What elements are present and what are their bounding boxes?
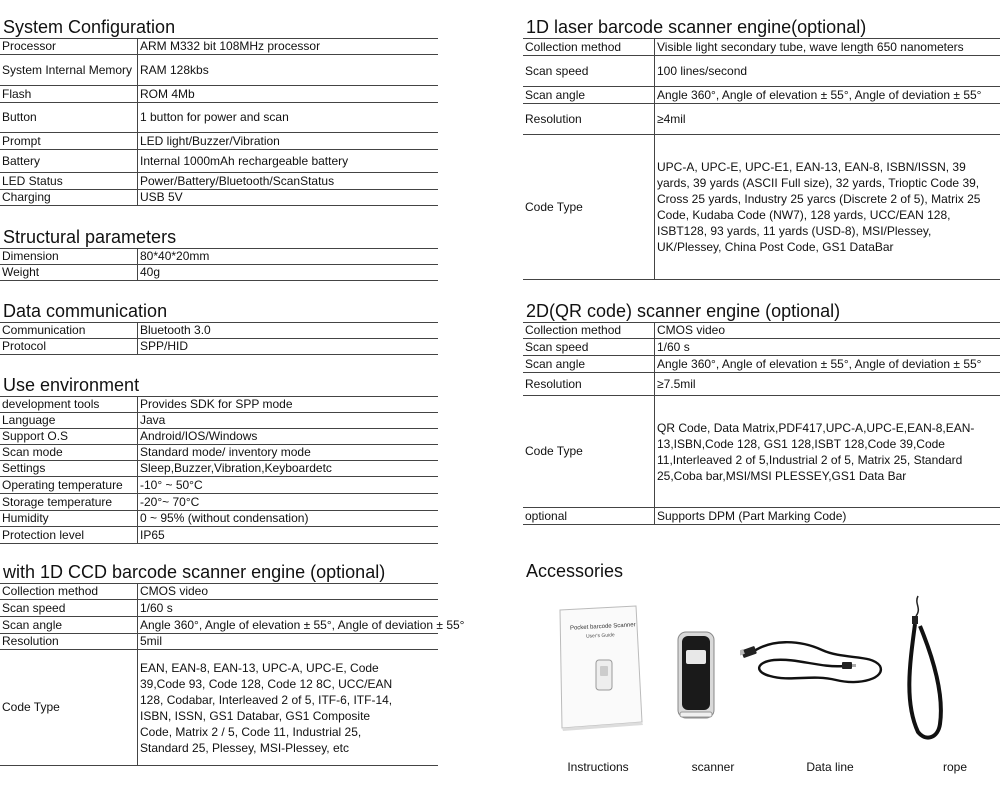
spec-value: ROM 4Mb (138, 86, 439, 103)
structural-parameters-section (0, 226, 438, 281)
spec-value: Visible light secondary tube, wave length 650 nanometers (655, 39, 1000, 56)
spec-value: Sleep,Buzzer,Vibration,Keyboardetc (138, 461, 439, 477)
spec-key: Scan angle (0, 617, 138, 634)
spec-key: Scan angle (523, 356, 655, 373)
spec-key: development tools (0, 397, 138, 413)
spec-key: Humidity (0, 511, 138, 527)
spec-value: ≥7.5mil (655, 373, 1000, 396)
table-row (523, 39, 1000, 56)
table-row (0, 527, 438, 544)
spec-key: Collection method (523, 323, 655, 339)
table-row (0, 339, 438, 355)
spec-key: Charging (0, 190, 138, 206)
table-row (0, 584, 438, 600)
table-row (0, 265, 438, 281)
rope-image (900, 592, 960, 742)
spec-value: Angle 360°, Angle of elevation ± 55°, Angle of deviation ± 55° (655, 356, 1000, 373)
spec-key: Code Type (523, 135, 655, 280)
ccd-engine-section (0, 561, 465, 766)
table-row (0, 634, 438, 650)
spec-key: Operating temperature (0, 477, 138, 494)
spec-key: Weight (0, 265, 138, 281)
spec-value: LED light/Buzzer/Vibration (138, 133, 439, 150)
spec-key: Protection level (0, 527, 138, 544)
spec-value: IP65 (138, 527, 439, 544)
data-cable-image (740, 632, 890, 696)
spec-key: Scan speed (523, 339, 655, 356)
accessories-section (523, 560, 1000, 582)
spec-key: Button (0, 103, 138, 133)
section-title: Structural parameters (3, 227, 177, 247)
table-row (0, 103, 438, 133)
spec-value: 1/60 s (138, 600, 439, 617)
table-row (0, 413, 438, 429)
spec-value: ARM M332 bit 108MHz processor (138, 39, 439, 55)
table-row (0, 86, 438, 103)
table-row (0, 173, 438, 190)
table-row (0, 190, 438, 206)
table-row (0, 461, 438, 477)
spec-value: Standard mode/ inventory mode (138, 445, 439, 461)
table-row (0, 397, 438, 413)
spec-value: 1 button for power and scan (138, 103, 439, 133)
spec-key: Scan angle (523, 87, 655, 104)
spec-value: Android/IOS/Windows (138, 429, 439, 445)
section-title: with 1D CCD barcode scanner engine (optional) (3, 562, 386, 582)
accessory-label-scanner: scanner (691, 760, 735, 774)
spec-key: Flash (0, 86, 138, 103)
section-title: Use environment (3, 375, 140, 395)
spec-value: ≥4mil (655, 104, 1000, 135)
table-row (523, 135, 1000, 280)
table-row (0, 429, 438, 445)
table-row (0, 477, 438, 494)
spec-value: 5mil (138, 634, 439, 650)
data-communication-section (0, 300, 438, 355)
accessory-label-rope: rope (942, 760, 968, 774)
spec-key: Language (0, 413, 138, 429)
spec-value: SPP/HID (138, 339, 439, 355)
qr-engine-section (523, 300, 1000, 525)
table-row (0, 445, 438, 461)
spec-value: Power/Battery/Bluetooth/ScanStatus (138, 173, 439, 190)
spec-key: System Internal Memory (0, 55, 138, 86)
table-row (0, 323, 438, 339)
table-row (0, 150, 438, 173)
table-row (523, 373, 1000, 396)
spec-value: CMOS video (138, 584, 439, 600)
table-row (0, 133, 438, 150)
spec-value: 100 lines/second (655, 56, 1000, 87)
spec-key: Resolution (523, 104, 655, 135)
table-row (0, 494, 438, 511)
spec-value: -10° ~ 50°C (138, 477, 439, 494)
section-title: System Configuration (3, 17, 176, 37)
booklet-title: Pocket barcode Scanner (569, 622, 636, 632)
spec-key: Collection method (523, 39, 655, 56)
spec-key: Scan mode (0, 445, 138, 461)
spec-value: Bluetooth 3.0 (138, 323, 439, 339)
section-title: 1D laser barcode scanner engine(optional) (526, 17, 867, 37)
spec-value: USB 5V (138, 190, 439, 206)
spec-key: Storage temperature (0, 494, 138, 511)
spec-table (0, 583, 465, 766)
system-configuration-section (0, 16, 438, 206)
spec-key: Prompt (0, 133, 138, 150)
spec-table (0, 248, 438, 281)
spec-value: Angle 360°, Angle of elevation ± 55°, Angle of deviation ± 55° (138, 617, 439, 634)
spec-key: LED Status (0, 173, 138, 190)
spec-value: Supports DPM (Part Marking Code) (655, 508, 1000, 525)
spec-value: EAN, EAN-8, EAN-13, UPC-A, UPC-E, Code 39,Code 93, Code 128, Code 12 8C, UCC/EAN 128, Codabar, Interleaved 2 of 5, ITF-6, ITF-14, ISBN, ISSN, GS1 Databar, GS1 Composite Code, Matrix 2 / 5, Code 11, Industrial 25, Standard 25, Plessey, MSI-Plessey, etc (138, 650, 439, 766)
table-row (0, 511, 438, 527)
table-row (0, 650, 438, 766)
table-row (0, 55, 438, 86)
laser-engine-section (523, 16, 1000, 280)
table-row (523, 87, 1000, 104)
table-row (523, 339, 1000, 356)
spec-key: Communication (0, 323, 138, 339)
accessory-label-instructions: Instructions (567, 760, 629, 774)
spec-value: 0 ~ 95% (without condensation) (138, 511, 439, 527)
table-row (523, 396, 1000, 508)
spec-table (0, 396, 438, 544)
instructions-booklet-image (548, 602, 648, 732)
spec-value: -20°~ 70°C (138, 494, 439, 511)
section-title: Data communication (3, 301, 168, 321)
spec-value: Angle 360°, Angle of elevation ± 55°, Angle of deviation ± 55° (655, 87, 1000, 104)
spec-key: Dimension (0, 249, 138, 265)
spec-key: Scan speed (523, 56, 655, 87)
spec-key: Code Type (523, 396, 655, 508)
spec-value: UPC-A, UPC-E, UPC-E1, EAN-13, EAN-8, ISBN/ISSN, 39 yards, 39 yards (ASCII Full size), 32 yards, Trioptic Code 39, Cross 25 yards, Industry 25 yarcs (Discrete 2 of 5), Matrix 25 Code, Kudaba Code (NW7), 128 yards, UCC/EAN 128, ISBT128, 93 yards, 11 yards (USD-8), MSI/Plessey, UK/Plessey, China Post Code, GS1 DataBar (655, 135, 1000, 280)
spec-key: Code Type (0, 650, 138, 766)
spec-table (0, 38, 438, 206)
use-environment-section (0, 374, 438, 544)
spec-value: CMOS video (655, 323, 1000, 339)
scanner-image (668, 628, 724, 724)
table-row (523, 104, 1000, 135)
table-row (523, 56, 1000, 87)
spec-key: Processor (0, 39, 138, 55)
spec-table (523, 322, 1000, 525)
spec-value: Java (138, 413, 439, 429)
spec-key: Resolution (0, 634, 138, 650)
spec-key: Collection method (0, 584, 138, 600)
table-row (0, 249, 438, 265)
spec-key: Settings (0, 461, 138, 477)
booklet-subtitle: User's Guide (585, 632, 615, 640)
table-row (0, 617, 438, 634)
table-row (523, 323, 1000, 339)
table-row (0, 600, 438, 617)
accessory-label-data-line: Data line (806, 760, 854, 774)
section-title: Accessories (526, 561, 624, 581)
spec-table (0, 322, 438, 355)
spec-value: Internal 1000mAh rechargeable battery (138, 150, 439, 173)
table-row (0, 39, 438, 55)
table-row (523, 356, 1000, 373)
spec-key: Resolution (523, 373, 655, 396)
spec-key: optional (523, 508, 655, 525)
table-row (523, 508, 1000, 525)
spec-value: 1/60 s (655, 339, 1000, 356)
spec-value: 80*40*20mm (138, 249, 439, 265)
spec-value: QR Code, Data Matrix,PDF417,UPC-A,UPC-E,EAN-8,EAN-13,ISBN,Code 128, GS1 128,ISBT 128,Code 39,Code 11,Interleaved 2 of 5,Industrial 2 of 5, Matrix 25, Standard 25,Coba bar,MSI/MSI PLESSEY,GS1 Data Bar (655, 396, 1000, 508)
spec-key: Battery (0, 150, 138, 173)
spec-value: Provides SDK for SPP mode (138, 397, 439, 413)
section-title: 2D(QR code) scanner engine (optional) (526, 301, 841, 321)
spec-key: Support O.S (0, 429, 138, 445)
spec-value: RAM 128kbs (138, 55, 439, 86)
spec-key: Scan speed (0, 600, 138, 617)
spec-value: 40g (138, 265, 439, 281)
spec-key: Protocol (0, 339, 138, 355)
spec-table (523, 38, 1000, 280)
